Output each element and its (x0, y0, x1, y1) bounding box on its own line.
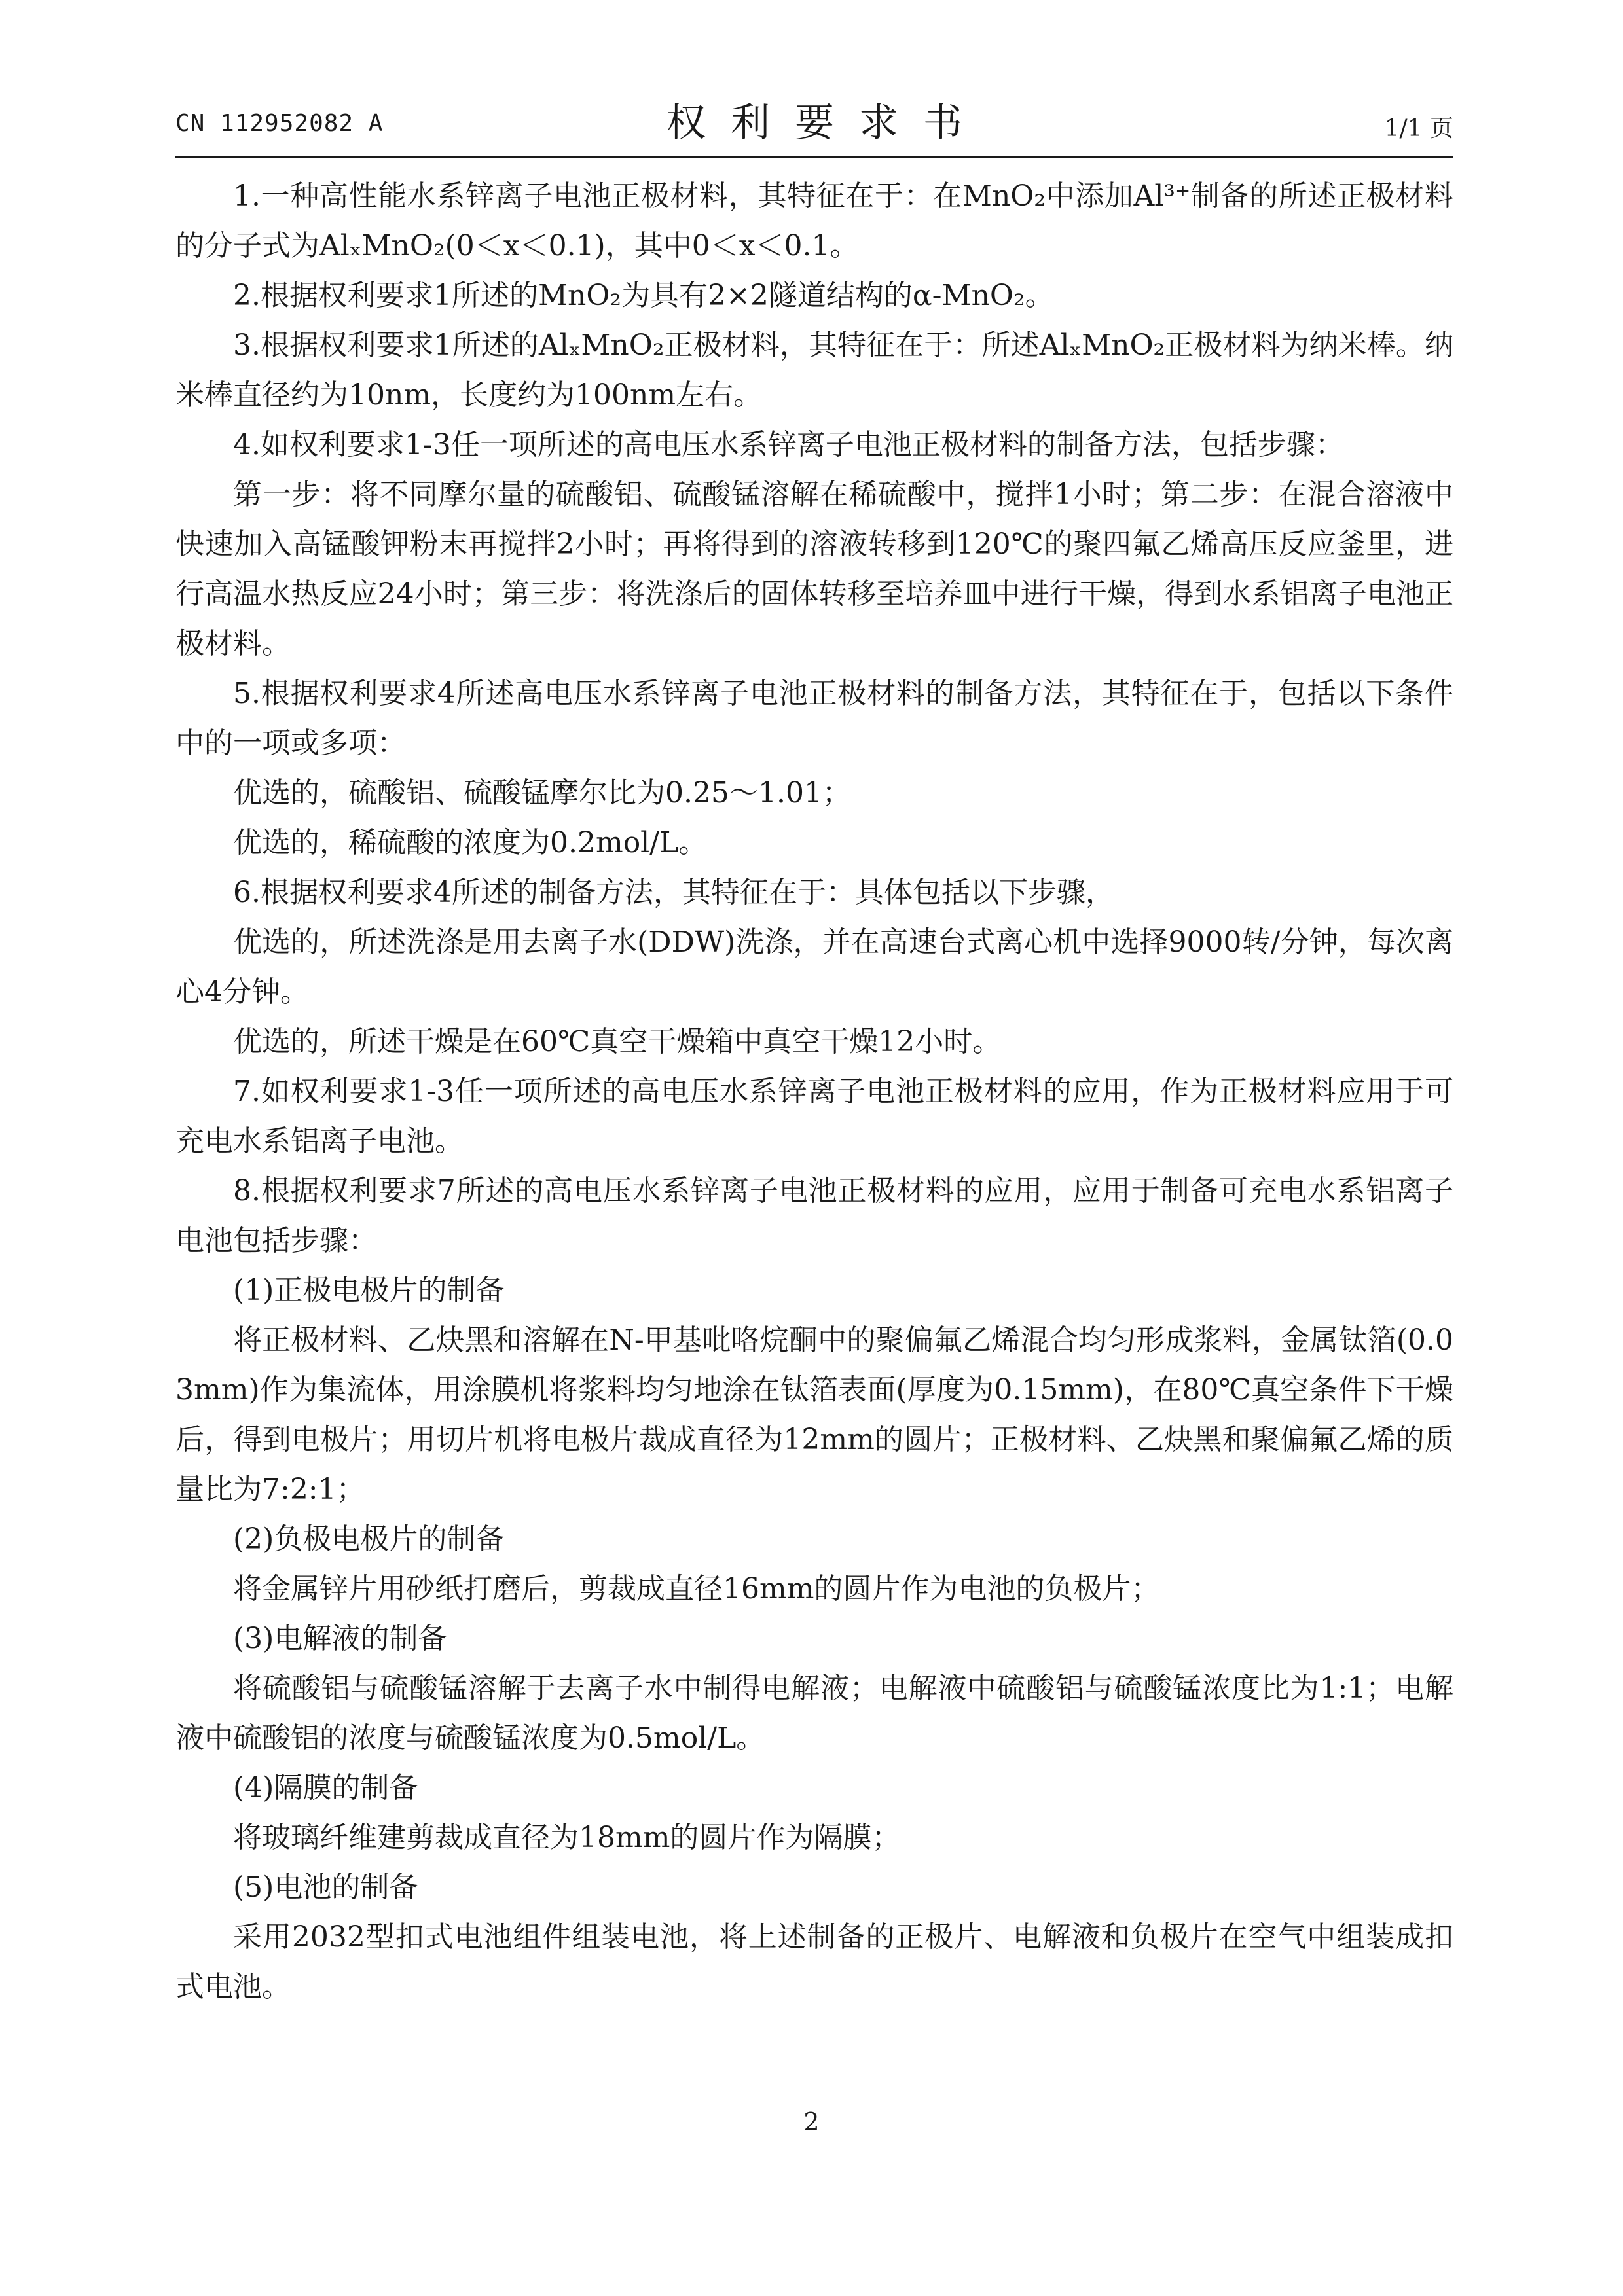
claim-paragraph: 2.根据权利要求1所述的MnO₂为具有2×2隧道结构的α-MnO₂。 (233, 279, 1054, 312)
page-count: 1/1 页 (1384, 115, 1453, 142)
header-rule (175, 156, 1453, 158)
claim-paragraph: 优选的，所述洗涤是用去离子水(DDW)洗涤，并在高速台式离心机中选择9000转/分钟，每次离心4分钟。 (175, 925, 1453, 1009)
claim-paragraph: (1)正极电极片的制备 (233, 1274, 505, 1307)
claim-paragraph: 5.根据权利要求4所述高电压水系锌离子电池正极材料的制备方法，其特征在于，包括以下条件中的一项或多项： (175, 677, 1453, 760)
claim-paragraph: 4.如权利要求1-3任一项所述的高电压水系锌离子电池正极材料的制备方法，包括步骤： (233, 428, 1344, 461)
claim-paragraph: 将金属锌片用砂纸打磨后，剪裁成直径16mm的圆片作为电池的负极片； (233, 1572, 1160, 1605)
claim-paragraph: (3)电解液的制备 (233, 1622, 447, 1655)
claim-paragraph: 3.根据权利要求1所述的AlₓMnO₂正极材料，其特征在于：所述AlₓMnO₂正极材料为纳米棒。纳米棒直径约为10nm，长度约为100nm左右。 (175, 329, 1453, 412)
claim-paragraph: 7.如权利要求1-3任一项所述的高电压水系锌离子电池正极材料的应用，作为正极材料应用于可充电水系铝离子电池。 (175, 1075, 1453, 1158)
page-number: 2 (803, 2108, 820, 2136)
document-title: 权利要求书 (666, 100, 987, 146)
claims-body (175, 171, 1453, 2012)
claim-paragraph: 优选的，所述干燥是在60℃真空干燥箱中真空干燥12小时。 (233, 1025, 1002, 1058)
claim-paragraph: 1.一种高性能水系锌离子电池正极材料，其特征在于：在MnO₂中添加Al³⁺制备的所述正极材料的分子式为AlₓMnO₂(0＜x＜0.1)，其中0＜x＜0.1。 (175, 179, 1453, 262)
claim-paragraph: 采用2032型扣式电池组件组装电池，将上述制备的正极片、电解液和负极片在空气中组装成扣式电池。 (175, 1920, 1453, 2003)
claim-paragraph: 第一步：将不同摩尔量的硫酸铝、硫酸锰溶解在稀硫酸中，搅拌1小时；第二步：在混合溶液中快速加入高锰酸钾粉末再搅拌2小时；再将得到的溶液转移到120℃的聚四氟乙烯高压反应釜里，进行高温水热反应24小时；第三步：将洗涤后的固体转移至培养皿中进行干燥，得到水系铝离子电池正极材料。 (175, 478, 1453, 660)
claim-paragraph: 优选的，硫酸铝、硫酸锰摩尔比为0.25～1.01； (233, 776, 851, 810)
page-header (175, 92, 1453, 151)
claim-paragraph: 将正极材料、乙炔黑和溶解在N-甲基吡咯烷酮中的聚偏氟乙烯混合均匀形成浆料，金属钛箔(0.03mm)作为集流体，用涂膜机将浆料均匀地涂在钛箔表面(厚度为0.15mm)，在80℃真空条件下干燥后，得到电极片；用切片机将电极片裁成直径为12mm的圆片；正极材料、乙炔黑和聚偏氟乙烯的质量比为7:2:1； (175, 1323, 1453, 1506)
claim-paragraph: 将玻璃纤维建剪裁成直径为18mm的圆片作为隔膜； (233, 1821, 901, 1854)
claim-paragraph: 优选的，稀硫酸的浓度为0.2mol/L。 (233, 826, 708, 859)
claim-paragraph: 将硫酸铝与硫酸锰溶解于去离子水中制得电解液；电解液中硫酸铝与硫酸锰浓度比为1:1；电解液中硫酸铝的浓度与硫酸锰浓度为0.5mol/L。 (175, 1672, 1453, 1755)
claim-paragraph: (5)电池的制备 (233, 1871, 418, 1904)
claim-paragraph: (4)隔膜的制备 (233, 1771, 418, 1804)
publication-number: CN 112952082 A (175, 110, 384, 137)
claim-paragraph: 8.根据权利要求7所述的高电压水系锌离子电池正极材料的应用，应用于制备可充电水系铝离子电池包括步骤： (175, 1174, 1453, 1257)
claim-paragraph: (2)负极电极片的制备 (233, 1522, 505, 1556)
claim-paragraph: 6.根据权利要求4所述的制备方法，其特征在于：具体包括以下步骤， (233, 876, 1114, 909)
